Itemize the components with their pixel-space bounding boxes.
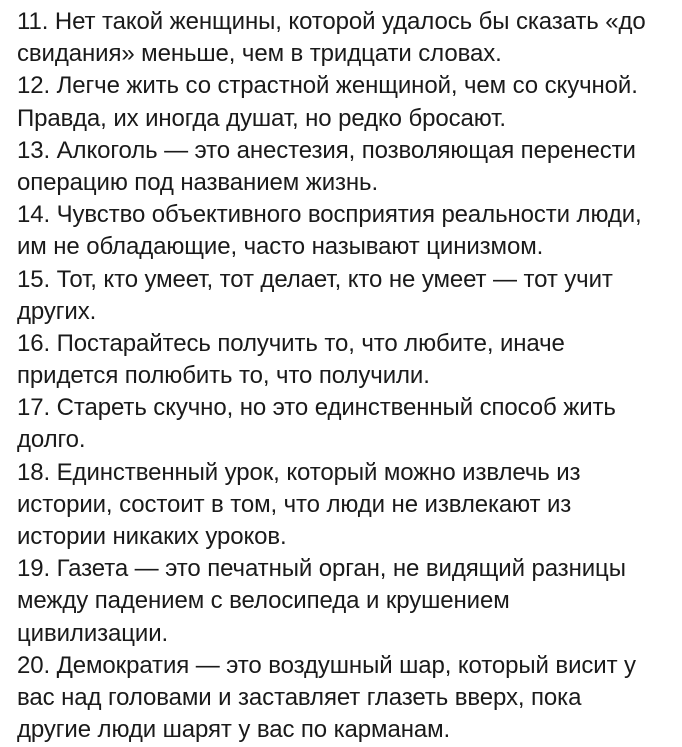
quote-line: 12. Легче жить со страстной женщиной, чем со скучной.: [17, 72, 638, 100]
quote-item-17: [17, 392, 682, 456]
quote-item-20: [17, 650, 682, 747]
quote-item-15: [17, 264, 682, 328]
quote-line: операцию под названием жизнь.: [17, 168, 379, 196]
quote-item-12: [17, 70, 682, 134]
quote-line: 20. Демократия — это воздушный шар, который висит у: [17, 651, 636, 679]
quote-item-14: [17, 199, 682, 263]
quote-line: свидания» меньше, чем в тридцати словах.: [17, 40, 502, 68]
quote-line: вас над головами и заставляет глазеть вверх, пока: [17, 683, 582, 711]
quote-line: 18. Единственный урок, который можно извлечь из: [17, 458, 581, 486]
quote-line: 19. Газета — это печатный орган, не видящий разницы: [17, 555, 626, 583]
quote-item-16: [17, 328, 682, 392]
quote-item-18: [17, 457, 682, 554]
quote-list: [17, 6, 682, 746]
quote-line: 14. Чувство объективного восприятия реальности люди,: [17, 201, 642, 229]
quote-line: долго.: [17, 426, 86, 454]
quote-item-11: [17, 6, 682, 70]
quote-line: 16. Постарайтесь получить то, что любите, иначе: [17, 329, 565, 357]
quote-line: 11. Нет такой женщины, которой удалось бы сказать «до: [17, 8, 646, 35]
quote-line: истории никаких уроков.: [17, 523, 287, 550]
quote-line: цивилизации.: [17, 619, 169, 647]
quote-line: истории, состоит в том, что люди не извлекают из: [17, 490, 572, 518]
quote-line: Правда, их иногда душат, но редко бросают.: [17, 104, 506, 132]
quote-line: другие люди шарят у вас по карманам.: [17, 716, 451, 744]
quote-line: 13. Алкоголь — это анестезия, позволяющая перенести: [17, 136, 636, 164]
quote-item-13: [17, 135, 682, 199]
quote-item-19: [17, 553, 682, 650]
quote-line: им не обладающие, часто называют цинизмом.: [17, 233, 544, 261]
quote-line: придется полюбить то, что получили.: [17, 362, 430, 390]
quote-line: между падением с велосипеда и крушением: [17, 587, 510, 615]
quote-line: 17. Стареть скучно, но это единственный способ жить: [17, 394, 616, 422]
quote-line: 15. Тот, кто умеет, тот делает, кто не умеет — тот учит: [17, 265, 613, 293]
quote-line: других.: [17, 297, 97, 325]
